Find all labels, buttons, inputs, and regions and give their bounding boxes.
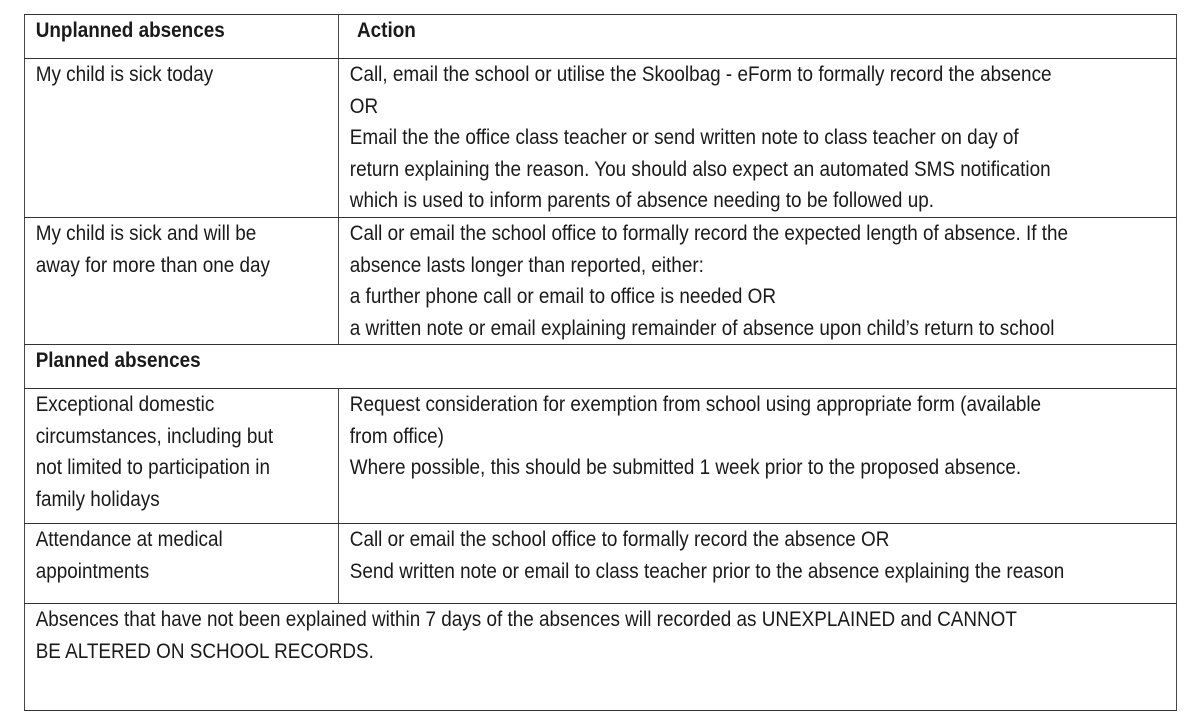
situation-line: Exceptional domestic — [35, 393, 215, 416]
action-line: from office) — [349, 424, 444, 448]
action-line: Send written note or email to class teacher prior to the absence explaining the reason — [349, 559, 1065, 583]
action-line: return explaining the reason. You should also expect an automated SMS notification — [349, 157, 1051, 181]
action-line: which is used to inform parents of absence needing to be followed up. — [349, 189, 934, 212]
action-line: Request consideration for exemption from school using appropriate form (available — [349, 393, 1042, 416]
situation-line: Attendance at medical — [35, 528, 223, 551]
situation-line: circumstances, including but — [35, 424, 274, 448]
action-line: Email the the office class teacher or send written note to class teacher on day of — [349, 126, 1019, 149]
header-action: Action — [339, 15, 1177, 59]
situation-line: My child is sick today — [35, 63, 214, 86]
action-line: OR — [349, 94, 379, 118]
action-cell — [339, 524, 1177, 604]
situation-cell — [24, 389, 338, 524]
situation-cell — [24, 524, 338, 604]
action-cell — [339, 218, 1177, 345]
action-line: Call or email the school office to formally record the absence OR — [349, 528, 890, 551]
footer-line: Absences that have not been explained within 7 days of the absences will recorded as UNEXPLAINED and CANNOT — [35, 608, 1017, 631]
situation-cell — [24, 218, 338, 345]
action-line: Call, email the school or utilise the Skoolbag - eForm to formally record the absence — [349, 63, 1052, 86]
table-row — [24, 389, 1176, 524]
action-cell — [339, 59, 1177, 218]
situation-line: family holidays — [35, 487, 160, 511]
action-line: a further phone call or email to office is needed OR — [349, 285, 776, 308]
table-row — [24, 218, 1176, 345]
action-line: Where possible, this should be submitted 1 week prior to the proposed absence. — [349, 456, 1022, 479]
absence-policy-table — [24, 14, 1177, 711]
planned-heading-row — [24, 345, 1176, 389]
situation-line: My child is sick and will be — [35, 222, 257, 245]
table-row — [24, 59, 1176, 218]
table-header-row — [24, 15, 1176, 59]
action-line: absence lasts longer than reported, either: — [349, 253, 704, 277]
action-line: a written note or email explaining remainder of absence upon child’s return to school — [349, 316, 1055, 340]
action-cell — [339, 389, 1177, 524]
situation-line: not limited to participation in — [35, 456, 270, 479]
footer-line: BE ALTERED ON SCHOOL RECORDS. — [35, 639, 374, 663]
planned-absences-heading: Planned absences — [24, 345, 1176, 389]
situation-line: appointments — [35, 559, 150, 583]
footer-row — [24, 604, 1176, 711]
situation-cell — [24, 59, 338, 218]
footer-note — [24, 604, 1176, 711]
header-unplanned-absences: Unplanned absences — [24, 15, 338, 59]
action-line: Call or email the school office to formally record the expected length of absence. If the — [349, 222, 1069, 245]
table-row — [24, 524, 1176, 604]
situation-line: away for more than one day — [35, 253, 270, 277]
